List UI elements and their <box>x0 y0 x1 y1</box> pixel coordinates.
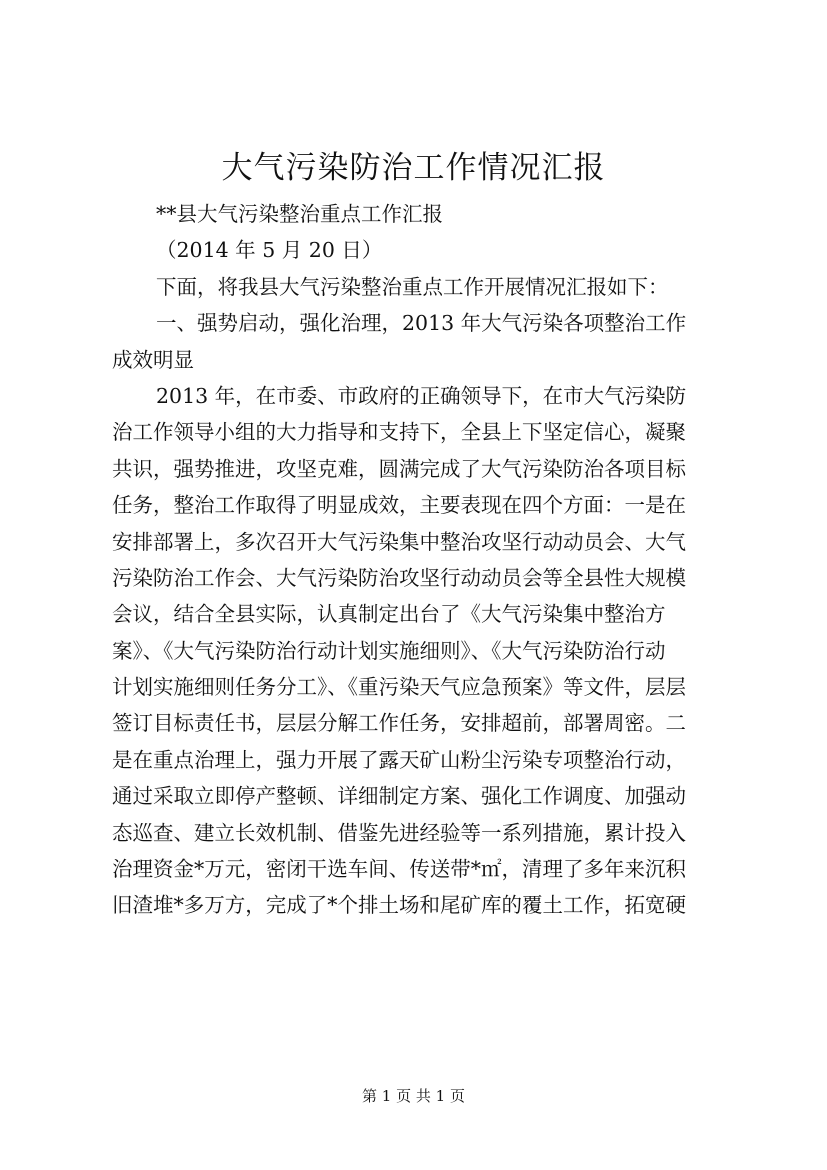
section-heading-line: 一、强势启动，强化治理，2013 年大气污染各项整治工作 <box>156 311 687 336</box>
body-line: 计划实施细则任务分工》、《重污染天气应急预案》等文件，层层 <box>112 675 686 700</box>
body-line: 是在重点治理上，强力开展了露天矿山粉尘污染专项整治行动， <box>112 747 686 772</box>
body-line: 下面，将我县大气污染整治重点工作开展情况汇报如下： <box>156 274 669 299</box>
section-heading-line: 成效明显 <box>112 347 194 372</box>
body-line: 会议，结合全县实际，认真制定出台了《大气污染集中整治方 <box>112 602 666 627</box>
subtitle-line: **县大气污染整治重点工作汇报 <box>156 202 443 226</box>
body-line: 旧渣堆*多万方，完成了*个排土场和尾矿库的覆土工作，拓宽硬 <box>112 893 686 918</box>
document-title: 大气污染防治工作情况汇报 <box>221 150 606 186</box>
page-number-footer: 第 1 页 共 1 页 <box>362 1087 465 1105</box>
document-body <box>112 196 724 924</box>
date-line: （2014 年 5 月 20 日） <box>156 238 383 263</box>
body-line: 治工作领导小组的大力指导和支持下，全县上下坚定信心，凝聚 <box>112 420 686 445</box>
body-line: 态巡查、建立长效机制、借鉴先进经验等一系列措施，累计投入 <box>112 820 686 845</box>
body-line: 共识，强势推进，攻坚克难，圆满完成了大气污染防治各项目标 <box>112 456 686 481</box>
body-line: 签订目标责任书，层层分解工作任务，安排超前，部署周密。二 <box>112 711 686 736</box>
body-line: 任务，整治工作取得了明显成效，主要表现在四个方面：一是在 <box>112 493 686 518</box>
body-line: 2013 年，在市委、市政府的正确领导下，在市大气污染防 <box>156 383 687 408</box>
body-line: 通过采取立即停产整顿、详细制定方案、强化工作调度、加强动 <box>112 784 686 809</box>
body-line: 安排部署上，多次召开大气污染集中整治攻坚行动动员会、大气 <box>112 529 686 554</box>
body-line: 污染防治工作会、大气污染防治攻坚行动动员会等全县性大规模 <box>112 565 686 590</box>
body-line: 治理资金*万元，密闭干选车间、传送带*㎡，清理了多年来沉积 <box>112 857 686 882</box>
body-line: 案》、《大气污染防治行动计划实施细则》、《大气污染防治行动 <box>112 638 666 663</box>
